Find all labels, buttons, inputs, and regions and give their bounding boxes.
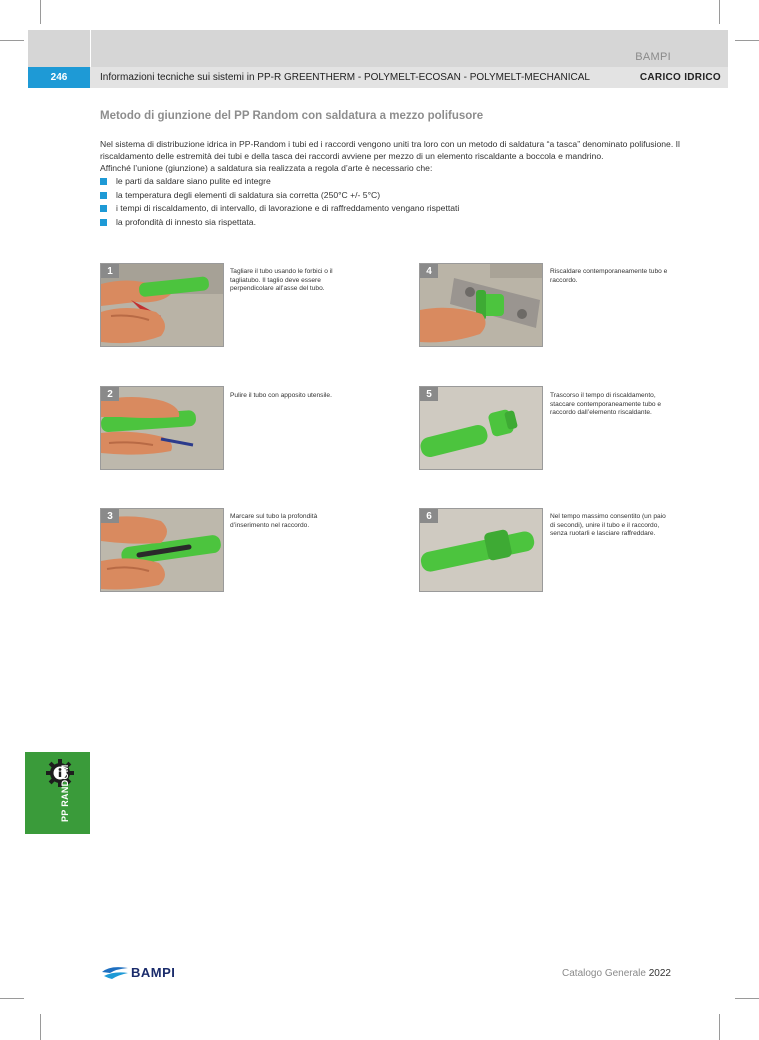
step-text-5: Trascorso il tempo di riscaldamento, staccare contemporaneamente tubo e raccordo dall’elemento riscaldante. <box>550 392 662 416</box>
bullet-square-icon <box>100 178 107 185</box>
footer-catalog-label: Catalogo Generale <box>562 968 646 979</box>
page-number: 246 <box>28 67 90 88</box>
step-text-2: Pulire il tubo con apposito utensile. <box>230 392 332 399</box>
side-tab <box>25 752 90 834</box>
bampi-swoosh-icon <box>100 964 130 982</box>
footer-year: 2022 <box>648 968 671 979</box>
list-item: la temperatura degli elementi di saldatura sia corretta (250°C +/- 5°C) <box>100 189 680 203</box>
bullet-square-icon <box>100 219 107 226</box>
crop-mark <box>735 998 759 999</box>
list-item: le parti da saldare siano pulite ed integre <box>100 175 680 189</box>
side-tab-label: PP RANDOM <box>60 764 70 822</box>
bullet-square-icon <box>100 205 107 212</box>
crop-mark <box>735 40 759 41</box>
step-text-6: Nel tempo massimo consentito (un paio di secondi), unire il tubo e il raccordo, senza ruotarli e lasciare raffreddare. <box>550 513 666 537</box>
step-photo-4 <box>419 263 543 347</box>
footer-logo <box>100 963 190 983</box>
step-photo-3 <box>100 508 224 592</box>
step-text-4: Riscaldare contemporaneamente tubo e raccordo. <box>550 268 668 284</box>
intro-paragraph-2: Affinché l’unione (giunzione) a saldatura sia realizzata a regola d’arte è necessario che: <box>100 163 433 173</box>
footer-catalog <box>562 968 671 979</box>
intro-paragraph: Nel sistema di distribuzione idrica in PP-Random i tubi ed i raccordi vengono uniti tra loro con un metodo di saldatura “a tasca” denominato polifusione. Il riscaldamento delle estremità dei tubi e della tasca dei raccordi avviene per mezzo di un elemento riscaldante a boccola e mandrino. <box>100 139 680 161</box>
header-section: CARICO IDRICO <box>639 72 721 83</box>
header-brand: BAMPI <box>635 51 671 63</box>
footer-brand: BAMPI <box>131 965 176 980</box>
crop-mark <box>40 1014 41 1040</box>
crop-mark <box>719 0 720 24</box>
bullet-square-icon <box>100 192 107 199</box>
crop-mark <box>0 40 24 41</box>
step-number: 2 <box>101 387 119 401</box>
step-number: 4 <box>420 264 438 278</box>
step-photo-5 <box>419 386 543 470</box>
step-number: 5 <box>420 387 438 401</box>
step-photo-2 <box>100 386 224 470</box>
header-title: Informazioni tecniche sui sistemi in PP-R GREENTHERM - POLYMELT-ECOSAN - POLYMELT-MECHANICAL <box>100 72 590 83</box>
crop-mark <box>0 998 24 999</box>
step-photo-6 <box>419 508 543 592</box>
step-number: 1 <box>101 264 119 278</box>
list-item: i tempi di riscaldamento, di intervallo, di lavorazione e di raffreddamento vengano rispettati <box>100 202 680 216</box>
list-item: la profondità di innesto sia rispettata. <box>100 216 680 230</box>
step-text-3: Marcare sul tubo la profondità d’inserimento nel raccordo. <box>230 513 318 529</box>
section-title: Metodo di giunzione del PP Random con saldatura a mezzo polifusore <box>100 110 484 122</box>
step-text-1: Tagliare il tubo usando le forbici o il tagliatubo. Il taglio deve essere perpendicolare all’asse del tubo. <box>230 268 333 292</box>
intro-text <box>100 138 680 229</box>
step-photo-1 <box>100 263 224 347</box>
step-number: 6 <box>420 509 438 523</box>
crop-mark <box>40 0 41 24</box>
requirements-list <box>100 175 680 229</box>
crop-mark <box>719 1014 720 1040</box>
step-number: 3 <box>101 509 119 523</box>
